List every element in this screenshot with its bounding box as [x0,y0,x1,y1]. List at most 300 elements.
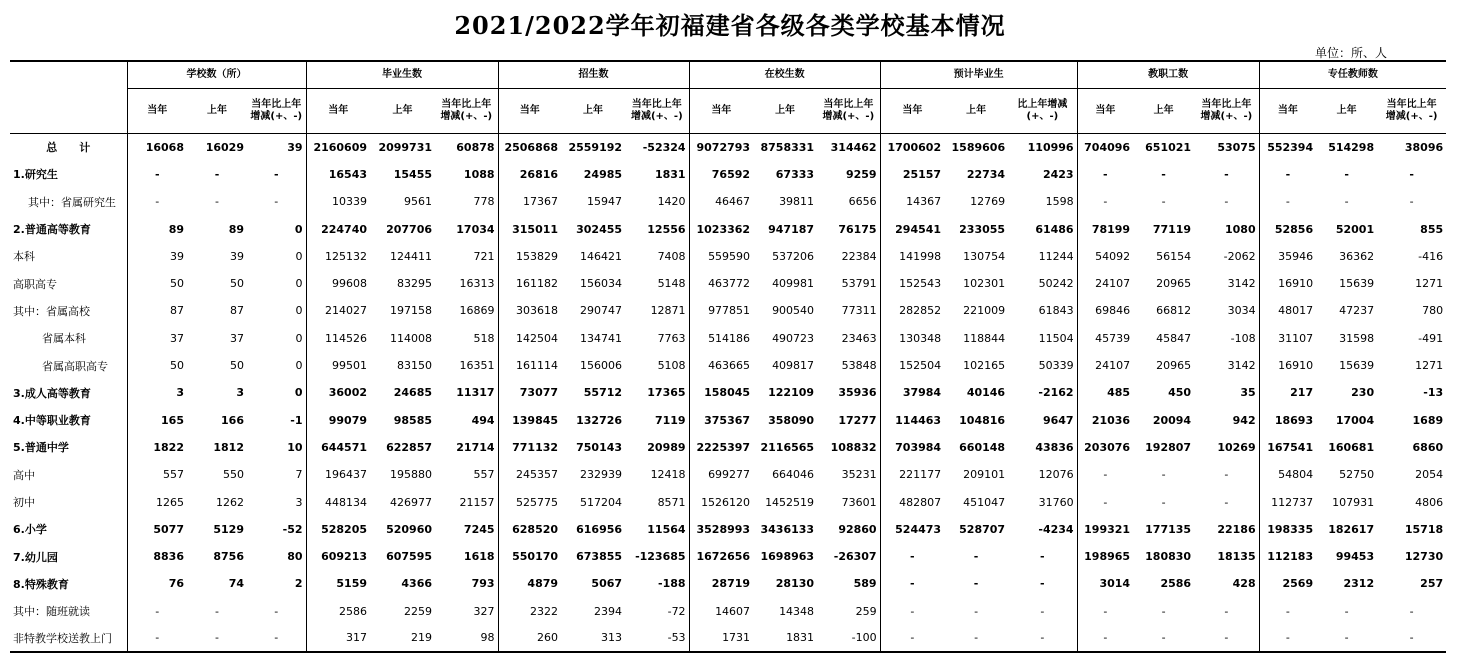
table-cell: 74 [228,577,244,591]
table-cell: 2 [294,577,303,591]
table-cell: 1023362 [689,215,753,242]
row-label: 其中：随班就读 [13,605,90,619]
row-label: 本科 [13,250,35,264]
table-cell: 52856 [1259,215,1316,242]
table-cell: 780 [1422,304,1444,318]
table-cell: 21157 [459,495,495,509]
table-cell: 721 [473,249,495,263]
table-cell: 107931 [1332,495,1375,509]
table-cell: 3 [236,386,244,400]
table-cell: 11564 [647,522,686,536]
table-cell: - [1077,598,1133,625]
table-cell: 180830 [1145,550,1192,564]
table-cell: 73077 [498,379,561,406]
table-cell: 77119 [1152,222,1192,236]
table-cell: -491 [1418,331,1444,345]
table-cell: 134741 [580,331,623,345]
table-cell: 124411 [390,249,433,263]
table-cell: 9647 [1042,413,1074,427]
row-label: 非特教学校送教上门 [13,631,112,645]
table-cell: 15947 [587,195,623,209]
sub-header: 当年 [1077,89,1133,134]
row-label: 高职高专 [13,277,57,291]
table-cell: 10269 [1217,440,1256,454]
sub-header: 当年 [498,89,561,134]
table-cell: -416 [1418,249,1444,263]
table-cell: 664046 [772,468,815,482]
sub-header: 当年比上年 增减(+、-) [250,99,303,122]
table-cell: 141998 [880,243,944,270]
sub-header: 上年 [966,105,987,116]
sub-header: 当年比上年 增减(+、-) [822,99,875,122]
table-cell: - [214,167,220,181]
table-cell: 528707 [959,522,1006,536]
table-cell: 12769 [970,195,1006,209]
table-cell: - [127,161,187,188]
table-cell: - [1344,604,1349,618]
table-cell: 110996 [1027,140,1074,154]
table-cell: 37984 [880,379,944,406]
table-row [10,188,1446,215]
table-cell: 102165 [963,359,1006,373]
table-cell: 15455 [393,167,433,181]
table-cell: 38096 [1404,140,1444,154]
table-cell: 22384 [841,249,877,263]
table-cell: 40146 [966,386,1006,400]
table-cell: 518 [473,331,495,345]
table-cell: 3 [295,495,303,509]
table-cell: 9561 [404,195,433,209]
table-cell: 25157 [880,161,944,188]
table-cell: 50242 [1038,277,1074,291]
table-row [10,598,1446,625]
table-cell: - [1259,161,1316,188]
table-cell: 5067 [591,577,623,591]
table-cell: 35231 [841,468,877,482]
table-cell: 3142 [1227,359,1256,373]
table-cell: 14348 [779,604,815,618]
row-label: 1.研究生 [13,168,58,182]
table-cell: 214027 [306,297,370,324]
table-cell: 11244 [1038,249,1074,263]
table-cell: 3034 [1227,304,1256,318]
table-cell: -2162 [1038,386,1074,400]
table-cell: 428 [1232,577,1256,591]
row-label: 5.普通中学 [13,441,69,455]
table-cell: - [1409,167,1414,181]
group-header: 毕业生数 [306,61,498,89]
table-cell: - [974,604,979,618]
table-cell: 130754 [963,249,1006,263]
table-cell: 485 [1077,379,1133,406]
table-cell: 102301 [963,277,1006,291]
row-label: 4.中等职业教育 [13,414,91,428]
table-cell: - [1077,488,1133,515]
row-label: 省属本科 [42,332,86,346]
row-label: 其中：省属研究生 [28,195,116,209]
table-cell: 3528993 [689,516,753,543]
table-cell: 793 [471,577,495,591]
table-cell: 26816 [498,161,561,188]
table-cell: 490723 [772,331,815,345]
table-row [10,516,1446,543]
table-cell: 61843 [1038,304,1074,318]
table-cell: 609213 [306,543,370,570]
table-cell: 2116565 [760,440,815,454]
table-cell: 17034 [456,222,495,236]
table-cell: - [1409,604,1414,618]
table-cell: 16313 [459,277,495,291]
table-cell: 125132 [306,243,370,270]
table-cell: 1088 [463,167,495,181]
table-cell: - [880,598,944,625]
table-cell: 375367 [689,406,753,433]
table-cell: 35936 [838,386,877,400]
table-cell: 152504 [880,352,944,379]
table-row [10,134,1446,161]
table-cell: 2322 [498,598,561,625]
sub-header: 当年比上年 增减(+、-) [1200,99,1253,122]
group-header-row [10,61,1446,89]
table-cell: 21036 [1077,406,1133,433]
table-cell: - [273,167,279,181]
table-cell: 89 [228,222,244,236]
table-cell: - [880,543,944,570]
table-cell: 167541 [1259,434,1316,461]
table-cell: 10339 [306,188,370,215]
table-cell: 317 [306,625,370,652]
table-cell: 0 [294,222,303,236]
sub-header: 当年 [1259,89,1316,134]
group-header: 教职工数 [1077,61,1259,89]
sub-header: 上年 [1153,105,1174,116]
table-cell: 14367 [880,188,944,215]
unit-label: 单位：所、人 [1315,46,1388,60]
table-cell: 2099731 [378,140,433,154]
table-cell: 9072793 [689,134,753,161]
table-cell: 282852 [880,297,944,324]
table-cell: -13 [1423,386,1444,400]
table-cell: 327 [473,604,495,618]
table-cell: 108832 [830,440,877,454]
table-cell: 1822 [127,434,187,461]
table-cell: 12871 [650,304,686,318]
table-cell: 31598 [1339,331,1375,345]
table-cell: 166 [221,413,244,427]
sub-header: 当年 [306,89,370,134]
table-cell: 977851 [689,297,753,324]
table-cell: -2062 [1223,249,1256,263]
table-cell: 550 [223,468,244,482]
table-cell: 855 [1420,222,1444,236]
table-cell: 152543 [880,270,944,297]
table-cell: 1271 [1415,359,1444,373]
table-cell: 76592 [689,161,753,188]
table-cell: 39 [230,249,244,263]
table-cell: 1689 [1412,413,1444,427]
table-cell: 559590 [689,243,753,270]
table-cell: 69846 [1077,297,1133,324]
table-cell: - [215,631,219,645]
table-cell: 28719 [689,570,753,597]
row-label: 7.幼儿园 [13,550,58,564]
sub-header: 上年 [1336,105,1357,116]
table-cell: 1420 [657,195,686,209]
table-cell: 7 [295,468,303,482]
table-cell: 10 [287,440,303,454]
table-cell: 18135 [1217,550,1256,564]
table-cell: 942 [1232,413,1256,427]
table-cell: 8836 [127,543,187,570]
table-cell: 197158 [390,304,433,318]
table-row [10,297,1446,324]
table-cell: 900540 [772,304,815,318]
table-cell: -72 [667,604,686,618]
table-cell: 3014 [1077,570,1133,597]
table-cell: 221009 [963,304,1006,318]
table-cell: -123685 [635,550,686,564]
table-cell: - [880,625,944,652]
table-cell: 15639 [1339,359,1375,373]
table-cell: 47237 [1339,304,1375,318]
sub-header: 当年 [689,89,753,134]
table-cell: 54804 [1259,461,1316,488]
table-cell: 245357 [498,461,561,488]
table-cell: 221177 [880,461,944,488]
table-cell: 142504 [498,325,561,352]
table-cell: 0 [294,386,303,400]
table-cell: - [127,625,187,652]
table-cell: 12730 [1404,550,1444,564]
table-cell: - [1040,550,1045,564]
table-cell: 20965 [1156,359,1192,373]
table-cell: 146421 [580,249,623,263]
table-cell: 4366 [401,577,433,591]
table-cell: 198335 [1259,516,1316,543]
table-cell: 36002 [306,379,370,406]
row-label: 3.成人高等教育 [13,386,91,400]
row-label: 6.小学 [13,523,47,537]
sub-header: 当年 [127,89,187,134]
table-cell: 15639 [1339,277,1375,291]
table-cell: 89 [127,215,187,242]
table-cell: -53 [667,631,686,645]
table-cell: 195880 [390,468,433,482]
table-cell: - [1259,188,1316,215]
table-cell: 139845 [498,406,561,433]
table-cell: - [1409,631,1414,645]
group-header: 专任教师数 [1259,61,1446,89]
table-cell: 0 [295,331,303,345]
table-cell: 1618 [463,550,495,564]
table-cell: - [1161,167,1166,181]
table-cell: 122109 [768,386,815,400]
table-cell: 1831 [786,631,815,645]
statistics-table [10,60,1446,653]
table-cell: 520960 [386,522,433,536]
table-cell: 18693 [1259,406,1316,433]
table-cell: 463665 [689,352,753,379]
table-cell: 17004 [1335,413,1375,427]
table-cell: 20094 [1152,413,1192,427]
table-row [10,270,1446,297]
table-cell: - [215,604,219,618]
sub-header: 当年比上年 增减(+、-) [1385,99,1438,122]
table-cell: - [1161,495,1166,509]
table-cell: 2559192 [568,140,623,154]
table-cell: 15718 [1404,522,1444,536]
table-cell: 3 [127,379,187,406]
table-cell: 660148 [959,440,1006,454]
table-cell: 5148 [657,277,686,291]
table-cell: 450 [1168,386,1192,400]
table-cell: 78199 [1077,215,1133,242]
table-cell: 5159 [306,570,370,597]
table-cell: 196437 [306,461,370,488]
row-label: 高中 [13,468,35,482]
table-cell: 0 [295,249,303,263]
table-cell: 644571 [306,434,370,461]
table-cell: 199321 [1077,516,1133,543]
table-cell: 55712 [583,386,623,400]
table-cell: - [274,631,279,645]
table-cell: 16029 [205,140,244,154]
table-cell: 132726 [576,413,623,427]
table-cell: 39811 [779,195,815,209]
table-cell: -100 [851,631,877,645]
table-cell: 16869 [459,304,495,318]
table-cell: 20965 [1156,277,1192,291]
table-cell: - [1344,167,1349,181]
table-cell: 160681 [1328,440,1375,454]
table-cell: - [274,604,279,618]
table-cell: 2506868 [498,134,561,161]
table-cell: 23463 [841,331,877,345]
table-cell: 53791 [841,277,877,291]
table-cell: 112737 [1259,488,1316,515]
table-cell: 54092 [1077,243,1133,270]
table-cell: 607595 [386,550,433,564]
table-cell: 16910 [1259,352,1316,379]
table-cell: 22186 [1217,522,1256,536]
sub-header: 上年 [392,105,413,116]
table-cell: -188 [658,577,686,591]
table-cell: 1589606 [951,140,1006,154]
table-cell: -4234 [1038,522,1074,536]
table-cell: 409981 [772,277,815,291]
table-row [10,570,1446,597]
table-cell: - [1259,598,1316,625]
table-cell: 165 [127,406,187,433]
table-cell: 0 [295,277,303,291]
table-cell: 16351 [459,359,495,373]
table-cell: 73601 [841,495,877,509]
table-row [10,461,1446,488]
table-cell: 182617 [1328,522,1375,536]
table-cell: 673855 [576,550,623,564]
table-cell: - [1224,468,1229,482]
table-cell: 4806 [1415,495,1444,509]
table-cell: - [1077,161,1133,188]
table-cell: 61486 [1035,222,1074,236]
table-cell: 50 [127,352,187,379]
table-cell: 699277 [689,461,753,488]
table-cell: 2259 [404,604,433,618]
table-cell: 1080 [1225,222,1256,236]
table-cell: 114008 [390,331,433,345]
table-cell: 5077 [127,516,187,543]
table-row [10,488,1446,515]
table-cell: 16910 [1259,270,1316,297]
table-cell: 11317 [456,386,495,400]
table-cell: 60878 [456,140,495,154]
group-header: 学校数（所） [127,61,306,89]
table-row [10,352,1446,379]
table-cell: 156006 [580,359,623,373]
table-cell: 20989 [647,440,686,454]
table-cell: -52324 [642,140,686,154]
table-cell: - [880,570,944,597]
sub-header: 当年比上年 增减(+、-) [440,99,493,122]
table-cell: 2586 [306,598,370,625]
table-cell: 24685 [393,386,433,400]
table-cell: 7763 [657,331,686,345]
table-cell: 1698963 [760,550,815,564]
table-row [10,243,1446,270]
table-row [10,325,1446,352]
table-cell: 2394 [594,604,623,618]
table-cell: -108 [1230,331,1256,345]
table-cell: 83150 [397,359,433,373]
table-cell: 99453 [1335,550,1375,564]
table-cell: - [127,188,187,215]
table-cell: 224740 [306,215,370,242]
table-cell: 589 [853,577,877,591]
sub-header: 上年 [207,105,227,116]
table-cell: 99079 [306,406,370,433]
table-cell: 50 [127,270,187,297]
table-cell: 46467 [689,188,753,215]
table-cell: 1452519 [765,495,815,509]
table-cell: 24107 [1077,352,1133,379]
table-cell: 12418 [650,468,686,482]
row-label: 总 计 [46,141,91,155]
table-cell: 24985 [583,167,623,181]
table-cell: 622857 [386,440,433,454]
table-cell: 463772 [689,270,753,297]
table-cell: 21714 [456,440,495,454]
table-cell: 1265 [127,488,187,515]
table-cell: 557 [127,461,187,488]
group-header: 预计毕业生 [880,61,1077,89]
table-cell: 2569 [1259,570,1316,597]
table-cell: 557 [473,468,495,482]
table-cell: 161114 [498,352,561,379]
table-cell: - [1224,195,1229,209]
table-cell: 99608 [306,270,370,297]
table-cell: 257 [1420,577,1444,591]
table-cell: 2054 [1415,468,1444,482]
table-cell: 1831 [654,167,686,181]
table-cell: 303618 [498,297,561,324]
table-row [10,215,1446,242]
table-cell: 76175 [838,222,877,236]
table-cell: 7119 [654,413,686,427]
table-body [10,134,1446,653]
table-cell: 8758331 [760,140,815,154]
table-cell: 37 [230,331,244,345]
row-label: 8.特殊教育 [13,577,69,591]
